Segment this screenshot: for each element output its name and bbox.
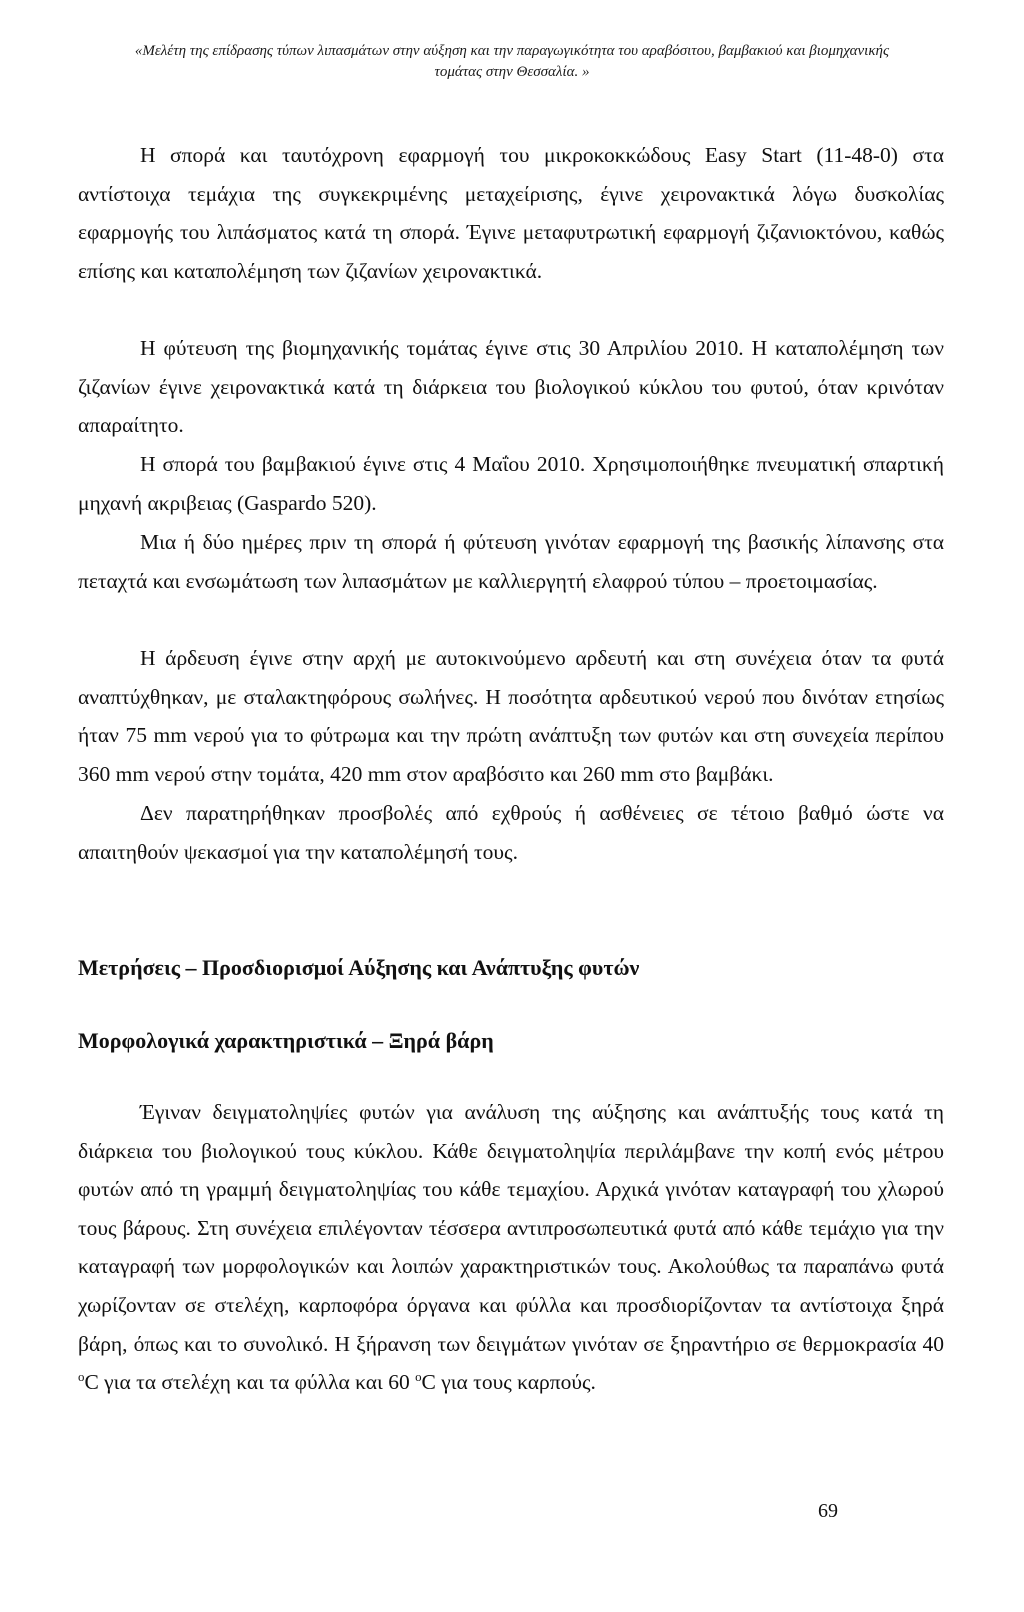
paragraph-basic-fertilization: Μια ή δύο ημέρες πριν τη σπορά ή φύτευση γινόταν εφαρμογή της βασικής λίπανσης στα πεταχτά και ενσωμάτωση των λιπασμάτων με καλλιεργητή ελαφρού τύπου – προετοιμασίας. <box>78 530 944 593</box>
degree-symbol: o <box>415 1370 422 1384</box>
section-heading-measurements: Μετρήσεις – Προσδιορισμοί Αύξησης και Ανάπτυξης φυτών <box>78 955 640 980</box>
paragraph-irrigation: Η άρδευση έγινε στην αρχή με αυτοκινούμενο αρδευτή και στη συνέχεια όταν τα φυτά αναπτύχθηκαν, με σταλακτηφόρους σωλήνες. Η ποσότητα αρδευτικού νερού που δινόταν ετησίως ήταν 75 mm νερού για το φύτρωμα και την πρώτη ανάπτυξη των φυτών και στη συνεχεία περίπου 360 mm νερού στην τομάτα, 420 mm στον αραβόσιτο και 260 mm στο βαμβάκι. <box>78 646 944 786</box>
paragraph-sampling <box>78 1093 944 1402</box>
paragraph-sowing-easy-start: Η σπορά και ταυτόχρονη εφαρμογή του μικροκοκκώδους Easy Start (11-48-0) στα αντίστοιχα τεμάχια της συγκεκριμένης μεταχείρισης, έγινε χειρονακτικά λόγω δυσκολίας εφαρμογής του λιπάσματος κατά τη σπορά. Έγινε μεταφυτρωτική εφαρμογή ζιζανιοκτόνου, καθώς επίσης και καταπολέμηση των ζιζανίων χειρονακτικά. <box>78 143 944 283</box>
paragraph-cotton-sowing: Η σπορά του βαμβακιού έγινε στις 4 Μαΐου 2010. Χρησιμοποιήθηκε πνευματική σπαρτική μηχανή ακριβειας (Gaspardo 520). <box>78 452 944 515</box>
degree-symbol: o <box>78 1370 85 1384</box>
paragraph-sampling-mid: C για τα στελέχη και τα φύλλα και 60 <box>84 1370 410 1395</box>
running-header-line-2: τομάτας στην Θεσσαλία. » <box>434 64 590 80</box>
paragraph-sampling-text: Έγιναν δειγματοληψίες φυτών για ανάλυση της αύξησης και ανάπτυξής τους κατά τη διάρκεια του βιολογικού τους κύκλου. Κάθε δειγματοληψία περιλάμβανε την κοπή ενός μέτρου φυτών από τη γραμμή δειγματοληψίας του κάθε τεμαχίου. Αρχικά γινόταν καταγραφή του χλωρού τους βάρους. Στη συνέχεια επιλέγονταν τέσσερα αντιπροσωπευτικά φυτά από κάθε τεμάχιο για την καταγραφή των μορφολογικών και λοιπών χαρακτηριστικών τους. Ακολούθως τα παραπάνω φυτά χωρίζονταν σε στελέχη, καρποφόρα όργανα και φύλλα και προσδιορίζονταν τα αντίστοιχα ξηρά βάρη, όπως και το συνολικό. Η ξήρανση των δειγμάτων γινόταν σε ξηραντήριο σε θερμοκρασία 40 <box>78 1100 944 1356</box>
paragraph-pests: Δεν παρατηρήθηκαν προσβολές από εχθρούς ή ασθένειες σε τέτοιο βαθμό ώστε να απαιτηθούν ψεκασμοί για την καταπολέμησή τους. <box>78 801 944 864</box>
subsection-heading-morphology: Μορφολογικά χαρακτηριστικά – Ξηρά βάρη <box>78 1028 494 1053</box>
paragraph-sampling-end: C για τους καρπούς. <box>421 1370 596 1395</box>
running-header-line-1: «Μελέτη της επίδρασης τύπων λιπασμάτων στην αύξηση και την παραγωγικότητα του αραβόσιτου, βαμβακιού και βιομηχανικής <box>134 43 890 59</box>
running-header <box>60 41 964 83</box>
page-number: 69 <box>818 1500 838 1522</box>
paragraph-tomato-planting: Η φύτευση της βιομηχανικής τομάτας έγινε στις 30 Απριλίου 2010. Η καταπολέμηση των ζιζανίων έγινε χειρονακτικά κατά τη διάρκεια του βιολογικού κύκλου του φυτού, όταν κρινόταν απαραίτητο. <box>78 336 944 438</box>
